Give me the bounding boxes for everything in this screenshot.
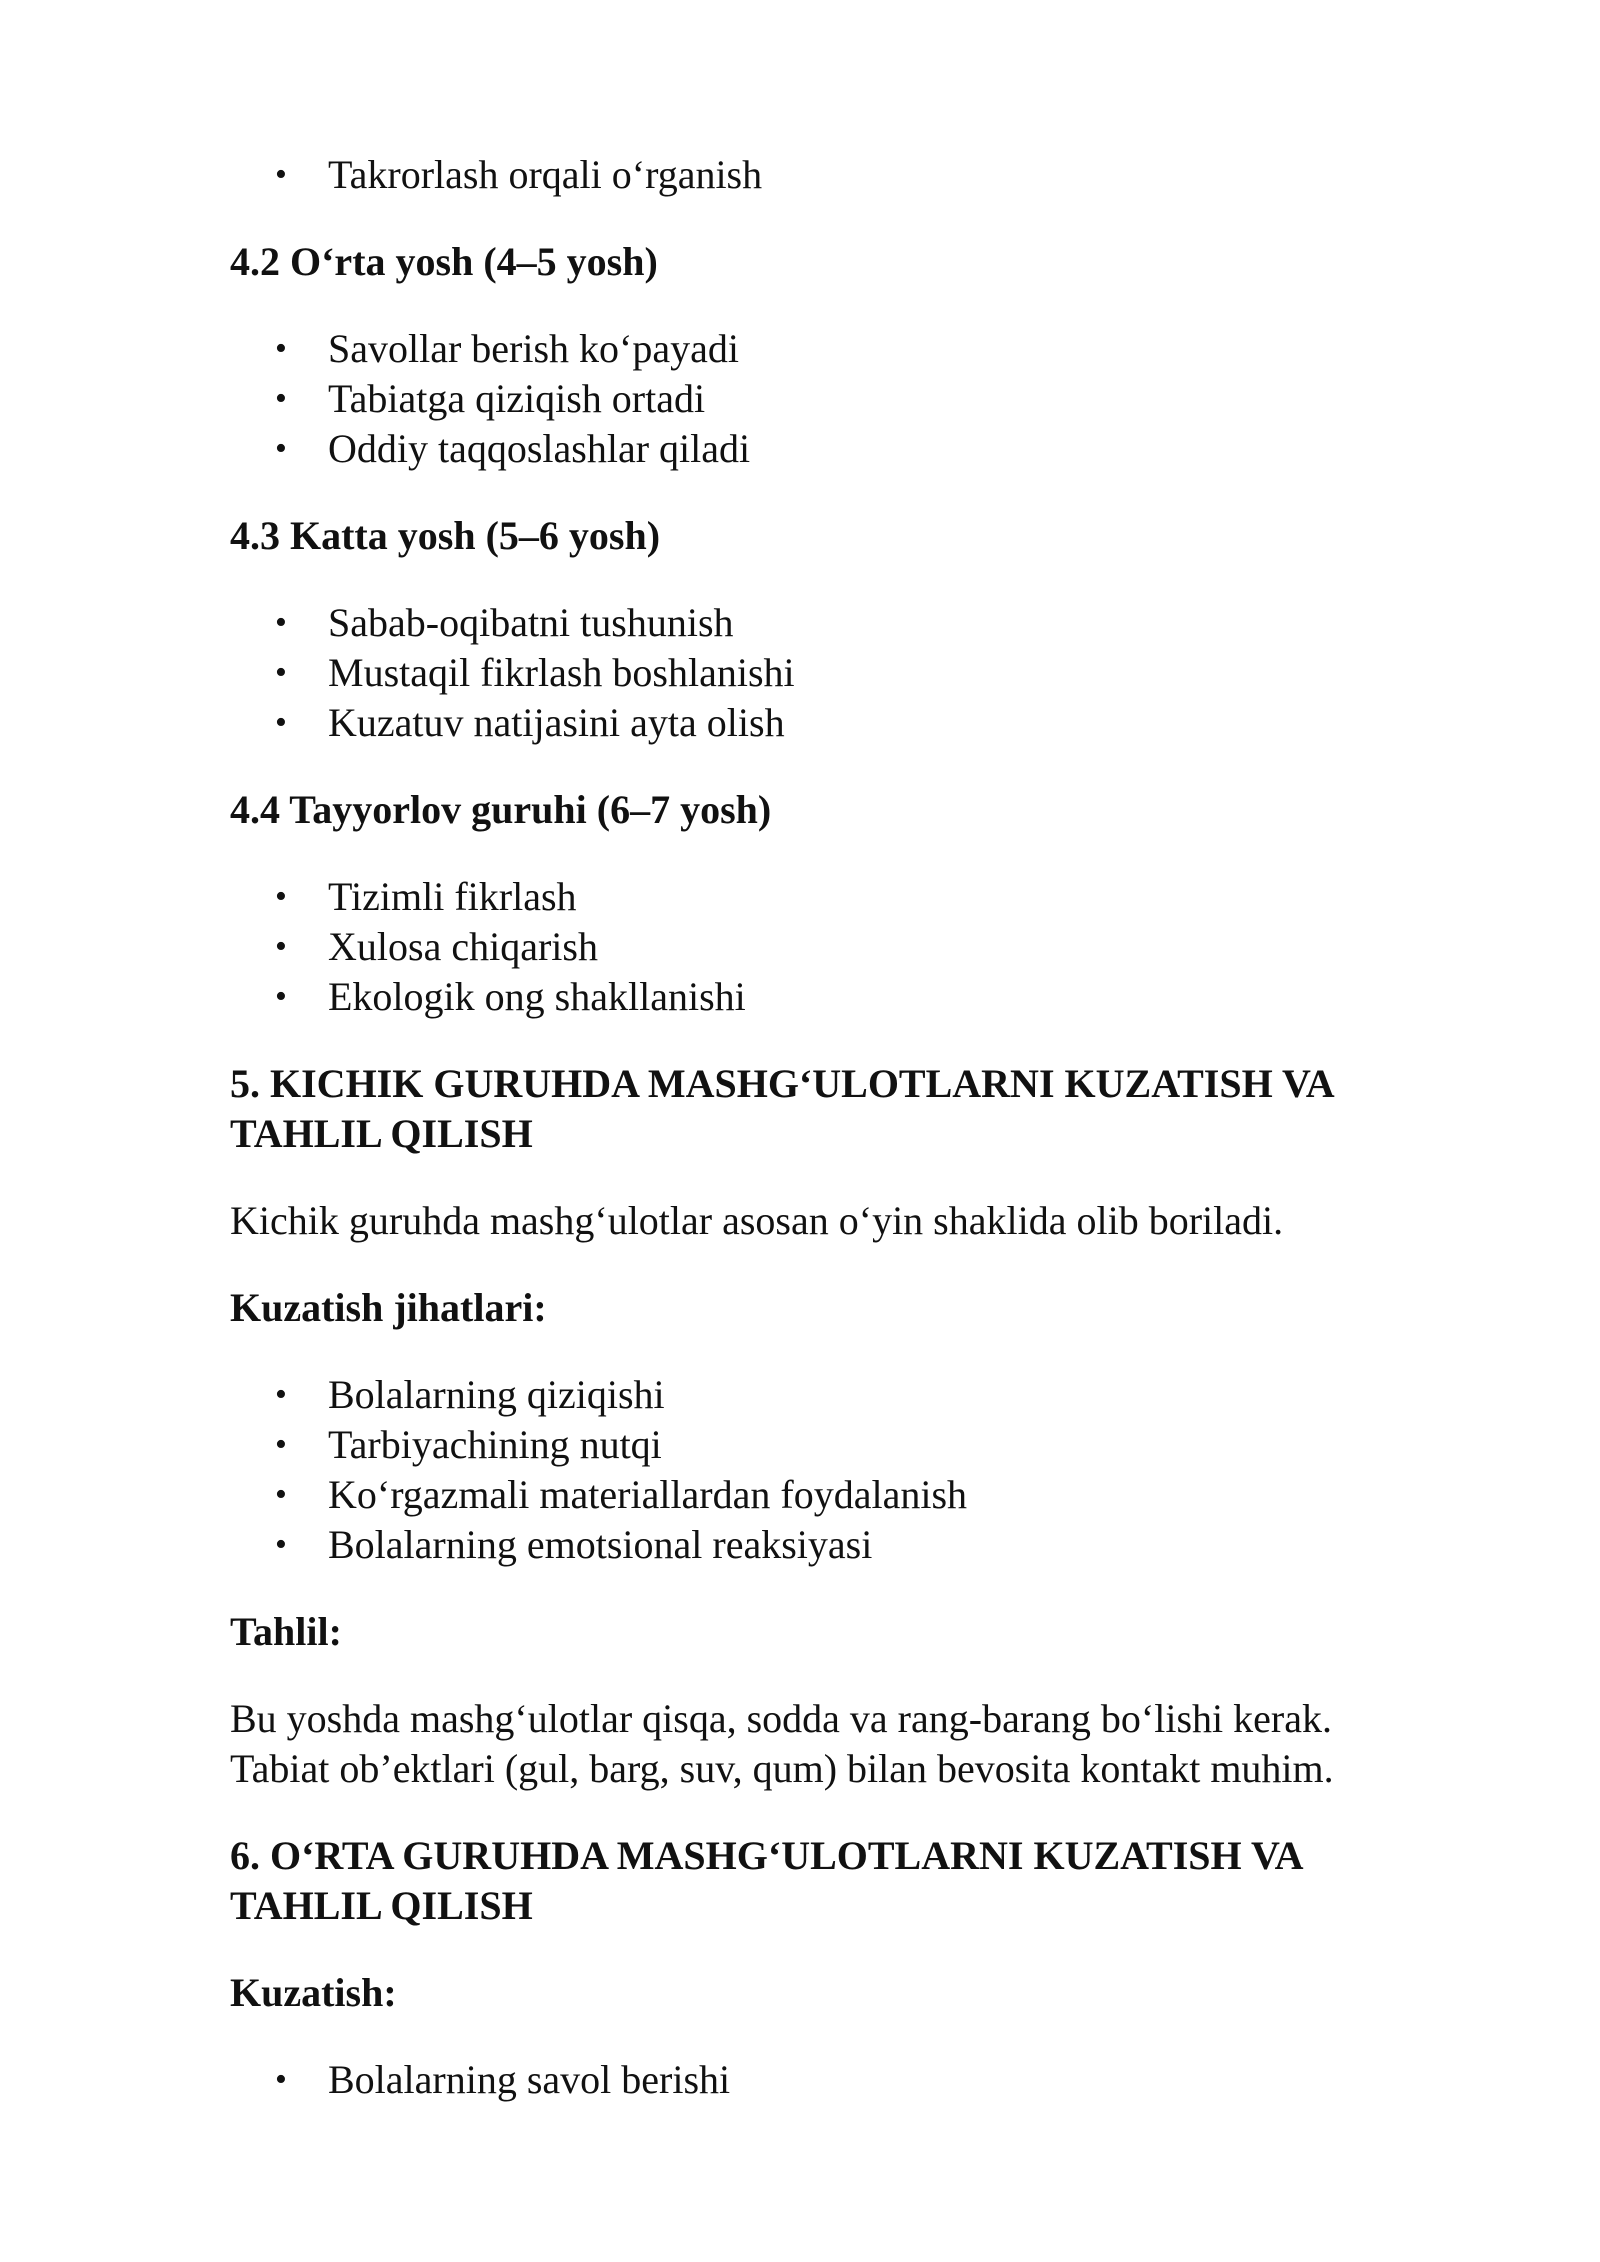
list-item-text: Bolalarning qiziqishi [328, 1372, 665, 1417]
section-4-4-heading: 4.4 Tayyorlov guruhi (6–7 yosh) [230, 787, 772, 832]
list-item-text: Kuzatuv natijasini ayta olish [328, 700, 785, 745]
list-item [230, 2055, 1460, 2105]
list-item [230, 1520, 1460, 1570]
bullet-icon: • [275, 1476, 287, 1513]
list-item-text: Bolalarning emotsional reaksiyasi [328, 1522, 873, 1567]
bullet-icon: • [275, 2061, 287, 2098]
section-5-heading-line2: TAHLIL QILISH [230, 1111, 533, 1156]
list-item-text: Sabab-oqibatni tushunish [328, 600, 734, 645]
section-5-intro: Kichik guruhda mashg‘ulotlar asosan o‘yin shaklida olib boriladi. [230, 1198, 1284, 1243]
document-page [230, 150, 1460, 2105]
list-item [230, 872, 1460, 922]
bullet-icon: • [275, 330, 287, 367]
list-item-text: Bolalarning savol berishi [328, 2057, 731, 2102]
analysis-paragraph [230, 1694, 1460, 1794]
observation-heading: Kuzatish jihatlari: [230, 1285, 547, 1330]
analysis-heading: Tahlil: [230, 1609, 342, 1654]
bullet-icon: • [275, 978, 287, 1015]
list-item [230, 972, 1460, 1022]
list-item [230, 1420, 1460, 1470]
list-item [230, 150, 1460, 200]
section-5-heading [230, 1059, 1460, 1159]
list-item [230, 698, 1460, 748]
bullet-icon: • [275, 1526, 287, 1563]
list-item-text: Tarbiyachining nutqi [328, 1422, 662, 1467]
analysis-line2: Tabiat ob’ektlari (gul, barg, suv, qum) bilan bevosita kontakt muhim. [230, 1746, 1334, 1791]
list-item [230, 324, 1460, 374]
list-item-text: Oddiy taqqoslashlar qiladi [328, 426, 751, 471]
bullet-icon: • [275, 704, 287, 741]
bullet-icon: • [275, 1426, 287, 1463]
section-5-heading-line1: 5. KICHIK GURUHDA MASHG‘ULOTLARNI KUZATISH VA [230, 1061, 1335, 1106]
list-item-text: Savollar berish ko‘payadi [328, 326, 739, 371]
list-item-text: Ko‘rgazmali materiallardan foydalanish [328, 1472, 968, 1517]
analysis-line1: Bu yoshda mashg‘ulotlar qisqa, sodda va rang-barang bo‘lishi kerak. [230, 1696, 1332, 1741]
list-item-text: Xulosa chiqarish [328, 924, 598, 969]
list-item-text: Tabiatga qiziqish ortadi [328, 376, 706, 421]
list-item-text: Mustaqil fikrlash boshlanishi [328, 650, 795, 695]
bullet-icon: • [275, 928, 287, 965]
list-item [230, 374, 1460, 424]
bullet-icon: • [275, 380, 287, 417]
section-6-heading [230, 1831, 1460, 1931]
section-6-heading-line1: 6. O‘RTA GURUHDA MASHG‘ULOTLARNI KUZATISH VA [230, 1833, 1304, 1878]
bullet-icon: • [275, 430, 287, 467]
section-4-2-heading: 4.2 O‘rta yosh (4–5 yosh) [230, 239, 658, 284]
bullet-icon: • [275, 654, 287, 691]
list-item-text: Tizimli fikrlash [328, 874, 577, 919]
list-item [230, 598, 1460, 648]
section-6-heading-line2: TAHLIL QILISH [230, 1883, 533, 1928]
bullet-icon: • [275, 156, 287, 193]
section-4-3-heading: 4.3 Katta yosh (5–6 yosh) [230, 513, 661, 558]
list-item [230, 1470, 1460, 1520]
list-item [230, 424, 1460, 474]
list-item-text: Ekologik ong shakllanishi [328, 974, 746, 1019]
list-item [230, 1370, 1460, 1420]
list-item-text: Takrorlash orqali o‘rganish [328, 152, 763, 197]
bullet-icon: • [275, 878, 287, 915]
bullet-icon: • [275, 604, 287, 641]
list-item [230, 648, 1460, 698]
list-item [230, 922, 1460, 972]
bullet-icon: • [275, 1376, 287, 1413]
observation-heading: Kuzatish: [230, 1970, 397, 2015]
